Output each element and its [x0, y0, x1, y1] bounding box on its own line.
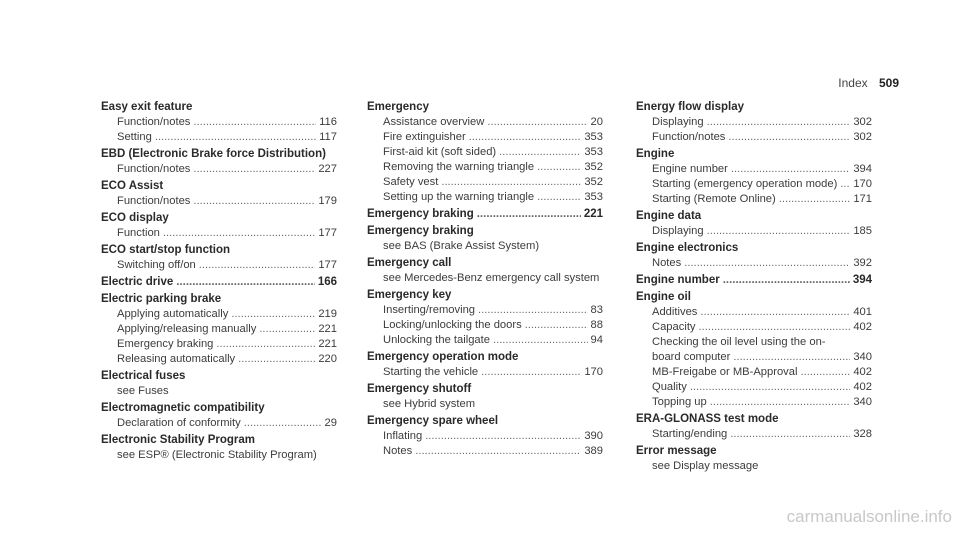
leader-dots — [469, 130, 582, 145]
page-ref[interactable]: 402 — [853, 381, 872, 393]
leader-dots — [193, 194, 315, 209]
index-column-3 — [636, 100, 872, 476]
subentry-label: Displaying — [652, 116, 704, 128]
page-ref[interactable]: 221 — [318, 338, 337, 350]
page-ref[interactable]: 179 — [318, 195, 337, 207]
entry-title: Easy exit feature — [101, 101, 193, 113]
subentry-label: Additives — [652, 306, 698, 318]
entry-title[interactable]: Electric drive — [101, 276, 174, 288]
index-entry — [101, 275, 337, 290]
entry-title: Emergency key — [367, 289, 452, 301]
subentry-label: Engine number — [652, 163, 728, 175]
subentry-label: Starting/ending — [652, 428, 728, 440]
index-entry-title-row[interactable] — [636, 273, 872, 288]
index-entry — [636, 412, 872, 442]
subentry-row[interactable] — [367, 444, 603, 459]
leader-dots — [801, 365, 851, 380]
index-entry — [101, 147, 337, 177]
entry-title: Electric parking brake — [101, 293, 222, 305]
subentry-label: Applying/releasing manually — [117, 323, 257, 335]
entry-title: Electrical fuses — [101, 370, 186, 382]
subentry-row[interactable] — [101, 352, 337, 367]
leader-dots — [199, 258, 316, 273]
page-ref[interactable]: 353 — [584, 131, 603, 143]
subentry-row[interactable] — [367, 145, 603, 160]
subentry-row[interactable] — [367, 115, 603, 130]
subentry-row[interactable] — [101, 194, 337, 209]
index-entry-title-row[interactable] — [367, 207, 603, 222]
subentry-row[interactable] — [636, 256, 872, 271]
subentry-label: Safety vest — [383, 176, 439, 188]
subentry-row[interactable] — [101, 322, 337, 337]
subentry-label: Starting (Remote Online) — [652, 193, 776, 205]
index-entry — [367, 100, 603, 205]
page-ref[interactable]: 302 — [853, 116, 872, 128]
subentry-row[interactable] — [367, 429, 603, 444]
subentry-label: Setting up the warning triangle — [383, 191, 535, 203]
subentry-label: Function/notes — [652, 131, 726, 143]
index-entry — [101, 433, 337, 463]
leader-dots — [684, 256, 850, 271]
leader-dots — [493, 333, 588, 348]
page-ref[interactable]: 402 — [853, 321, 872, 333]
leader-dots — [176, 275, 315, 290]
subentry-label: Capacity — [652, 321, 696, 333]
entry-title: Energy flow display — [636, 101, 744, 113]
page-header — [838, 76, 899, 90]
page-ref[interactable]: 83 — [590, 304, 603, 316]
subentry-row[interactable] — [636, 365, 872, 380]
leader-dots — [193, 162, 315, 177]
subentry-row[interactable] — [367, 190, 603, 205]
subentry-label: Inserting/removing — [383, 304, 476, 316]
leader-dots — [231, 307, 315, 322]
entry-title: Engine — [636, 148, 675, 160]
page-ref[interactable]: 401 — [853, 306, 872, 318]
page-ref[interactable]: 390 — [584, 430, 603, 442]
page-ref[interactable]: 340 — [853, 351, 872, 363]
leader-dots — [707, 224, 851, 239]
subentry-label: Declaration of conformity — [117, 417, 241, 429]
subentry-row[interactable] — [636, 350, 872, 365]
page-ref[interactable]: 219 — [318, 308, 337, 320]
page-ref[interactable]: 220 — [318, 353, 337, 365]
page-ref[interactable]: 88 — [590, 319, 603, 331]
index-entry — [636, 147, 872, 207]
subentry-row[interactable] — [636, 224, 872, 239]
subentry-label: Function — [117, 227, 160, 239]
leader-dots — [710, 395, 851, 410]
index-entry — [636, 209, 872, 239]
subentry-row[interactable] — [636, 130, 872, 145]
subentry-row[interactable] — [101, 416, 337, 431]
subentry-label: Emergency braking — [117, 338, 214, 350]
page-ref[interactable]: 389 — [584, 445, 603, 457]
index-entry — [101, 401, 337, 431]
subentry-label: Removing the warning triangle — [383, 161, 535, 173]
subentry-row[interactable] — [101, 258, 337, 273]
index-entry — [636, 241, 872, 271]
subentry-row[interactable] — [101, 337, 337, 352]
subentry-row[interactable] — [101, 307, 337, 322]
leader-dots — [477, 207, 581, 222]
page-ref[interactable]: 227 — [318, 163, 337, 175]
subentry-label: Assistance overview — [383, 116, 485, 128]
entry-title: Emergency — [367, 101, 430, 113]
index-entry — [636, 290, 872, 410]
page-ref[interactable]: 116 — [319, 116, 337, 128]
leader-dots — [244, 416, 322, 431]
subentry-row[interactable] — [636, 395, 872, 410]
leader-dots — [499, 145, 581, 160]
leader-dots — [537, 190, 581, 205]
index-entry-title-row[interactable] — [101, 275, 337, 290]
leader-dots — [537, 160, 581, 175]
leader-dots — [707, 115, 851, 130]
leader-dots — [425, 429, 581, 444]
entry-title: Emergency operation mode — [367, 351, 519, 363]
subentry-row[interactable] — [636, 380, 872, 395]
page-ref[interactable]: 170 — [584, 366, 603, 378]
subentry-row[interactable] — [636, 115, 872, 130]
page-ref[interactable]: 302 — [853, 131, 872, 143]
index-entry — [636, 273, 872, 288]
see-reference[interactable]: see ESP® (Electronic Stability Program) — [117, 449, 317, 461]
entry-title: Emergency call — [367, 257, 452, 269]
index-entry — [367, 207, 603, 222]
leader-dots — [730, 427, 850, 442]
page-ref[interactable]: 221 — [583, 208, 603, 220]
leader-dots — [723, 273, 850, 288]
index-entry — [367, 288, 603, 348]
index-entry — [367, 382, 603, 412]
subentry-row[interactable] — [636, 192, 872, 207]
subentry-row[interactable] — [367, 130, 603, 145]
index-entry — [101, 369, 337, 399]
section-name: Index — [838, 76, 868, 90]
index-entry — [367, 224, 603, 254]
page-ref[interactable]: 402 — [853, 366, 872, 378]
subentry-label: Notes — [652, 257, 682, 269]
index-column-2 — [367, 100, 603, 461]
subentry-row[interactable] — [636, 427, 872, 442]
page-ref[interactable]: 352 — [584, 161, 603, 173]
page-ref[interactable]: 170 — [853, 178, 872, 190]
leader-dots — [216, 337, 315, 352]
page-ref[interactable]: 185 — [853, 225, 872, 237]
subentry-row[interactable] — [636, 162, 872, 177]
watermark: carmanualsonline.info — [786, 507, 952, 526]
subentry-row[interactable] — [101, 226, 337, 241]
see-reference[interactable]: see BAS (Brake Assist System) — [383, 240, 540, 252]
subentry-label: Checking the oil level using the on- — [652, 336, 826, 348]
subentry-label: Topping up — [652, 396, 707, 408]
leader-dots — [733, 350, 850, 365]
entry-title: Error message — [636, 445, 717, 457]
index-entry — [101, 243, 337, 273]
entry-title: EBD (Electronic Brake force Distribution) — [101, 148, 326, 160]
subentry-label: Starting (emergency operation mode) — [652, 178, 838, 190]
subentry-row[interactable] — [367, 318, 603, 333]
see-reference[interactable]: see Hybrid system — [383, 398, 476, 410]
subentry-row[interactable] — [101, 115, 337, 130]
page-ref[interactable]: 392 — [853, 257, 872, 269]
subentry-label: Fire extinguisher — [383, 131, 466, 143]
subentry-label: Inflating — [383, 430, 423, 442]
subentry-label: Locking/unlocking the doors — [383, 319, 522, 331]
page-ref[interactable]: 340 — [853, 396, 872, 408]
index-entry — [101, 100, 337, 145]
entry-title: Emergency spare wheel — [367, 415, 499, 427]
index-entry — [367, 350, 603, 380]
entry-title: ERA-GLONASS test mode — [636, 413, 779, 425]
index-column-1 — [101, 100, 337, 465]
leader-dots — [731, 162, 850, 177]
subentry-row[interactable] — [101, 162, 337, 177]
subentry-label: Notes — [383, 445, 413, 457]
index-entry — [101, 211, 337, 241]
index-entry — [367, 256, 603, 286]
subentry-row[interactable] — [636, 305, 872, 320]
subentry-row[interactable] — [367, 160, 603, 175]
leader-dots — [840, 177, 850, 192]
leader-dots — [728, 130, 850, 145]
subentry-label: Function/notes — [117, 163, 191, 175]
entry-title: Electromagnetic compatibility — [101, 402, 265, 414]
page-ref[interactable]: 394 — [852, 274, 872, 286]
leader-dots — [525, 318, 588, 333]
subentry-row[interactable] — [367, 303, 603, 318]
entry-title: ECO Assist — [101, 180, 164, 192]
page-ref[interactable]: 177 — [318, 227, 337, 239]
page-number: 509 — [878, 76, 899, 90]
leader-dots — [478, 303, 588, 318]
see-reference[interactable]: see Fuses — [117, 385, 169, 397]
subentry-label: Starting the vehicle — [383, 366, 479, 378]
entry-title: Engine electronics — [636, 242, 739, 254]
page-ref[interactable]: 177 — [318, 259, 337, 271]
see-reference[interactable]: see Display message — [652, 460, 759, 472]
entry-title: Electronic Stability Program — [101, 434, 256, 446]
subentry-label: First-aid kit (soft sided) — [383, 146, 497, 158]
page-ref[interactable]: 328 — [853, 428, 872, 440]
subentry-row — [636, 335, 872, 350]
page-ref[interactable]: 171 — [853, 193, 872, 205]
subentry-label: Applying automatically — [117, 308, 229, 320]
index-entry — [367, 414, 603, 459]
leader-dots — [487, 115, 587, 130]
page-ref[interactable]: 353 — [584, 146, 603, 158]
leader-dots — [163, 226, 315, 241]
entry-title: Emergency shutoff — [367, 383, 472, 395]
subentry-label: Setting — [117, 131, 152, 143]
subentry-label: Releasing automatically — [117, 353, 236, 365]
entry-title: ECO start/stop function — [101, 244, 231, 256]
leader-dots — [441, 175, 581, 190]
leader-dots — [700, 305, 850, 320]
page-ref[interactable]: 353 — [584, 191, 603, 203]
subentry-row[interactable] — [367, 175, 603, 190]
page-ref[interactable]: 94 — [590, 334, 603, 346]
subentry-label: MB-Freigabe or MB-Approval — [652, 366, 798, 378]
page-ref[interactable]: 394 — [853, 163, 872, 175]
page-ref[interactable]: 29 — [324, 417, 337, 429]
leader-dots — [238, 352, 315, 367]
subentry-row[interactable] — [636, 320, 872, 335]
entry-title[interactable]: Engine number — [636, 274, 720, 286]
index-entry — [636, 444, 872, 474]
subentry-label: Quality — [652, 381, 687, 393]
subentry-row[interactable] — [367, 333, 603, 348]
entry-title: ECO display — [101, 212, 169, 224]
subentry-label: Switching off/on — [117, 259, 196, 271]
leader-dots — [690, 380, 851, 395]
leader-dots — [193, 115, 316, 130]
subentry-label: Unlocking the tailgate — [383, 334, 490, 346]
see-reference[interactable]: see Mercedes-Benz emergency call system — [383, 272, 600, 284]
entry-title[interactable]: Emergency braking — [367, 208, 474, 220]
subentry-label: Function/notes — [117, 195, 191, 207]
leader-dots — [779, 192, 851, 207]
index-entry — [636, 100, 872, 145]
page-ref[interactable]: 166 — [317, 276, 337, 288]
leader-dots — [259, 322, 315, 337]
index-entry — [101, 292, 337, 367]
leader-dots — [155, 130, 316, 145]
entry-title: Engine oil — [636, 291, 691, 303]
entry-title: Emergency braking — [367, 225, 474, 237]
leader-dots — [481, 365, 581, 380]
leader-dots — [699, 320, 851, 335]
subentry-row[interactable] — [367, 365, 603, 380]
entry-title: Engine data — [636, 210, 702, 222]
leader-dots — [415, 444, 581, 459]
index-entry — [101, 179, 337, 209]
page-ref[interactable]: 117 — [319, 131, 337, 143]
subentry-label: Function/notes — [117, 116, 191, 128]
subentry-label: board computer — [652, 351, 731, 363]
subentry-row[interactable] — [636, 177, 872, 192]
page-ref[interactable]: 352 — [584, 176, 603, 188]
subentry-row[interactable] — [101, 130, 337, 145]
page-ref[interactable]: 221 — [318, 323, 337, 335]
subentry-label: Displaying — [652, 225, 704, 237]
page-ref[interactable]: 20 — [590, 116, 603, 128]
